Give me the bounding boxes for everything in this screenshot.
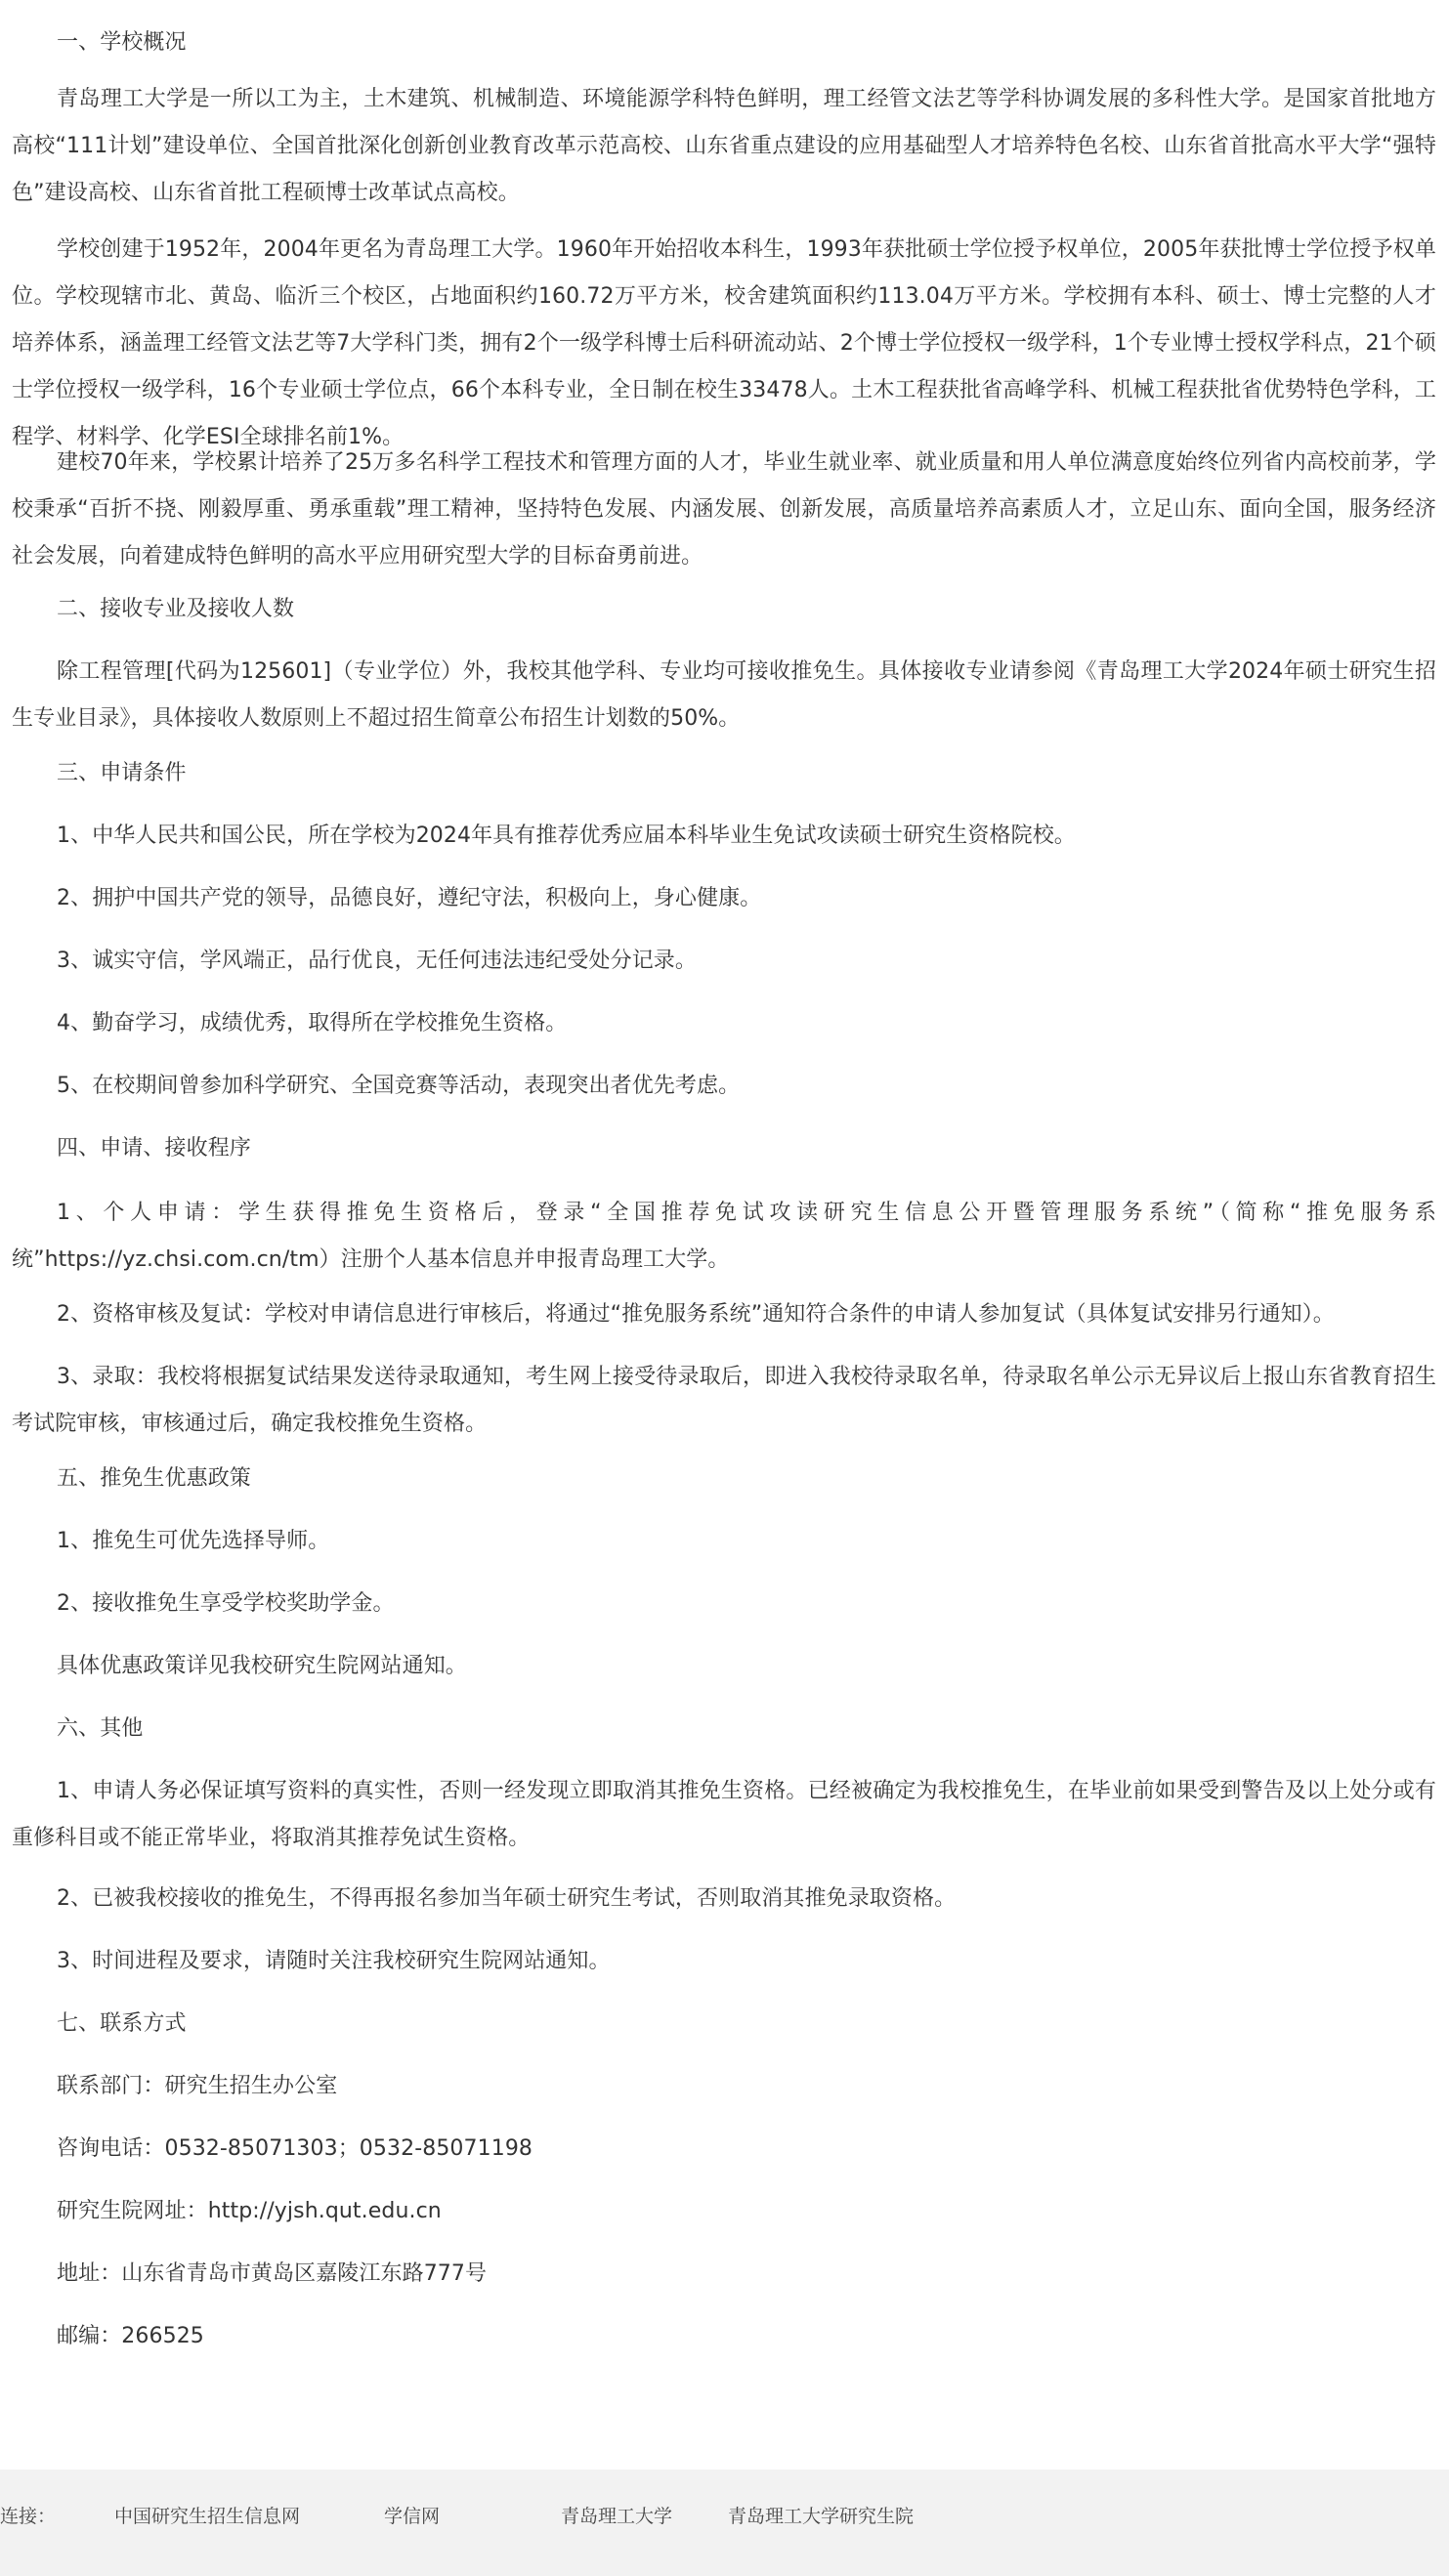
overview-paragraph: 青岛理工大学是一所以工为主，土木建筑、机械制造、环境能源学科特色鲜明，理工经管文法艺等学科协调发展的多科性大学。是国家首批地方高校“111计划”建设单位、全国首批深化创新创业教育改革示范高校、山东省重点建设的应用基础型人才培养特色名校、山东省首批高水平大学“强特色”建设高校、山东省首批工程硕博士改革试点高校。: [12, 87, 1436, 205]
contact-phone: 咨询电话：0532-85071303；0532-85071198: [57, 2136, 533, 2161]
other-item: 2、已被我校接收的推免生，不得再报名参加当年硕士研究生考试，否则取消其推免录取资格。: [57, 1886, 957, 1911]
section-heading-procedure: 四、申请、接收程序: [57, 1136, 251, 1161]
footer-link-qut-graduate-school[interactable]: 青岛理工大学研究生院: [728, 2506, 915, 2527]
section-heading-majors: 二、接收专业及接收人数: [57, 597, 295, 621]
benefit-item: 2、接收推免生享受学校奖助学金。: [57, 1591, 395, 1616]
footer-links-bar: [0, 2470, 1449, 2576]
section-heading-benefits: 五、推免生优惠政策: [57, 1466, 251, 1491]
other-item: 1、申请人务必保证填写资料的真实性，否则一经发现立即取消其推免生资格。已经被确定为我校推免生，在毕业前如果受到警告及以上处分或有重修科目或不能正常毕业，将取消其推荐免试生资格。: [12, 1779, 1436, 1850]
condition-item: 2、拥护中国共产党的领导，品德良好，遵纪守法，积极向上，身心健康。: [57, 886, 762, 910]
condition-item: 4、勤奋学习，成绩优秀，取得所在学校推免生资格。: [57, 1011, 568, 1035]
benefit-item: 具体优惠政策详见我校研究生院网站通知。: [57, 1654, 467, 1678]
condition-item: 3、诚实守信，学风端正，品行优良，无任何违法违纪受处分记录。: [57, 949, 697, 973]
other-item: 3、时间进程及要求，请随时关注我校研究生院网站通知。: [57, 1949, 611, 1973]
condition-item: 1、中华人民共和国公民，所在学校为2024年具有推荐优秀应届本科毕业生免试攻读硕士研究生资格院校。: [57, 823, 1076, 848]
footer-link-chsi[interactable]: 学信网: [384, 2506, 441, 2527]
benefit-item: 1、推免生可优先选择导师。: [57, 1529, 330, 1553]
section-heading-conditions: 三、申请条件: [57, 761, 187, 785]
procedure-item: 3、录取：我校将根据复试结果发送待录取通知，考生网上接受待录取后，即进入我校待录取名单，待录取名单公示无异议后上报山东省教育招生考试院审核，审核通过后，确定我校推免生资格。: [12, 1365, 1436, 1436]
contact-address: 地址：山东省青岛市黄岛区嘉陵江东路777号: [57, 2261, 488, 2286]
procedure-item: 2、资格审核及复试：学校对申请信息进行审核后，将通过“推免服务系统”通知符合条件的申请人参加复试（具体复试安排另行通知）。: [57, 1302, 1335, 1327]
contact-department: 联系部门：研究生招生办公室: [57, 2074, 338, 2098]
footer-links-label: 连接：: [0, 2506, 57, 2527]
footer-link-qut[interactable]: 青岛理工大学: [561, 2506, 673, 2527]
section-heading-contact: 七、联系方式: [57, 2011, 187, 2036]
overview-paragraph: 学校创建于1952年，2004年更名为青岛理工大学。1960年开始招收本科生，1993年获批硕士学位授予权单位，2005年获批博士学位授予权单位。学校现辖市北、黄岛、临沂三个校区，占地面积约160.72万平方米，校舍建筑面积约113.04万平方米。学校拥有本科、硕士、博士完整的人才培养体系，涵盖理工经管文法艺等7大学科门类，拥有2个一级学科博士后科研流动站、2个博士学位授权一级学科，1个专业博士授权学科点，21个硕士学位授权一级学科，16个专业硕士学位点，66个本科专业，全日制在校生33478人。土木工程获批省高峰学科、机械工程获批省优势特色学科，工程学、材料学、化学ESI全球排名前1%。: [12, 237, 1436, 449]
section-heading-overview: 一、学校概况: [57, 30, 187, 55]
section-heading-others: 六、其他: [57, 1716, 144, 1741]
overview-paragraph: 建校70年来，学校累计培养了25万多名科学工程技术和管理方面的人才，毕业生就业率、就业质量和用人单位满意度始终位列省内高校前茅，学校秉承“百折不挠、刚毅厚重、勇承重载”理工精神，坚持特色发展、内涵发展、创新发展，高质量培养高素质人才，立足山东、面向全国，服务经济社会发展，向着建成特色鲜明的高水平应用研究型大学的目标奋勇前进。: [12, 450, 1436, 569]
condition-item: 5、在校期间曾参加科学研究、全国竞赛等活动，表现突出者优先考虑。: [57, 1074, 741, 1098]
procedure-item: 1、个人申请：学生获得推免生资格后，登录“全国推荐免试攻读研究生信息公开暨管理服务系统”（简称“推免服务系统”https://yz.chsi.com.cn/tm）注册个人基本信息并申报青岛理工大学。: [12, 1201, 1436, 1272]
majors-paragraph: 除工程管理[代码为125601]（专业学位）外，我校其他学科、专业均可接收推免生。具体接收专业请参阅《青岛理工大学2024年硕士研究生招生专业目录》，具体接收人数原则上不超过招生简章公布招生计划数的50%。: [12, 659, 1436, 731]
contact-website: 研究生院网址：http://yjsh.qut.edu.cn: [57, 2199, 442, 2223]
contact-postcode: 邮编：266525: [57, 2324, 204, 2348]
footer-link-chsi-yz[interactable]: 中国研究生招生信息网: [114, 2506, 301, 2527]
